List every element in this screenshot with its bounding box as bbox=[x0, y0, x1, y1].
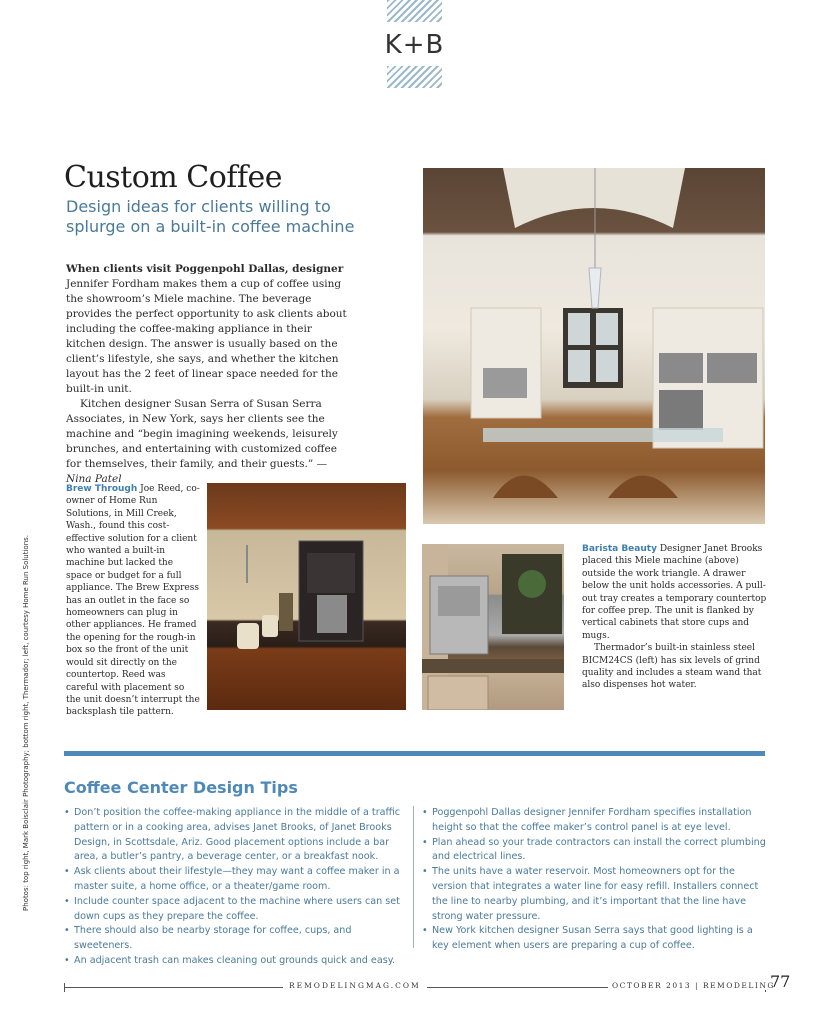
list-item: • Don’t position the coffee-making appliance in the middle of a traffic pattern or in a cooking area, advises Janet Brooks, of Janet Brooks Design, in Scottsdale, Ariz. Good placement options include a bar area, a butler’s pantry, a beverage center, or a breakfast nook. bbox=[64, 806, 404, 865]
brew-express-illustration bbox=[207, 483, 406, 710]
list-item: • An adjacent trash can makes cleaning out grounds quick and easy. bbox=[64, 954, 404, 969]
footer-tick-left bbox=[64, 983, 65, 992]
article-subtitle: Design ideas for clients willing to splurge on a built-in coffee machine bbox=[66, 197, 355, 236]
intro-paragraph-2: Kitchen designer Susan Serra of Susan Serra Associates, in New York, says her clients see the machine and “begin imagining weekends, leisurely brunches, and entertaining with customized coffee for themselves, their family, and their guests.” bbox=[66, 398, 338, 470]
list-item: • There should also be nearby storage for coffee, cups, and sweeteners. bbox=[64, 924, 404, 954]
list-item: • Poggenpohl Dallas designer Jennifer Fordham specifies installation height so that the coffee maker’s control panel is at eye level. bbox=[422, 806, 767, 836]
list-item: • New York kitchen designer Susan Serra says that good lighting is a key element when users are preparing a cup of coffee. bbox=[422, 924, 767, 954]
list-item: • The units have a water reservoir. Most homeowners opt for the version that integrates a water line for easy refill. Installers connect the line to nearby plumbing, and it’s important that the line have strong water pressure. bbox=[422, 865, 767, 924]
tips-list-right bbox=[422, 806, 767, 954]
article-title: Custom Coffee bbox=[64, 160, 283, 195]
intro-lead: When clients visit Poggenpohl Dallas, designer bbox=[66, 263, 344, 275]
barista-beauty-sidebar bbox=[582, 543, 767, 692]
article-intro bbox=[66, 262, 352, 487]
kitchen-photo bbox=[423, 168, 765, 524]
list-item: • Ask clients about their lifestyle—they may want a coffee maker in a master suite, a home office, or a theater/game room. bbox=[64, 865, 404, 895]
list-item: • Include counter space adjacent to the machine where users can set down cups as they prepare the coffee. bbox=[64, 895, 404, 925]
footer-issue: OCTOBER 2013 | REMODELING bbox=[608, 981, 779, 990]
list-item: • Plan ahead so your trade contractors can install the correct plumbing and electrical lines. bbox=[422, 836, 767, 866]
thermador-photo bbox=[422, 544, 564, 710]
tips-rule bbox=[64, 751, 765, 756]
footer-website: REMODELINGMAG.COM bbox=[283, 981, 427, 990]
tips-title: Coffee Center Design Tips bbox=[64, 778, 298, 797]
tips-list-left bbox=[64, 806, 404, 969]
thermador-illustration bbox=[422, 544, 564, 710]
photo-credit: Photos: top right, Mark Boisclair Photography; bottom right, Thermador; left, courtesy Home Run Solutions. bbox=[22, 534, 30, 911]
logo-hatch-bottom bbox=[387, 66, 442, 88]
brew-through-text: Joe Reed, co-owner of Home Run Solutions, in Mill Creek, Wash., found this cost-effective solution for a client who wanted a built-in machine but lacked the space or budget for a full appliance. The Brew Express has an outlet in the face so homeowners can plug in other appliances. He framed the opening for the rough-in box so the front of the unit would sit directly on the countertop. Reed was careful with placement so the unit doesn’t interrupt the backsplash tile pattern. bbox=[66, 484, 200, 718]
intro-paragraph-1: Jennifer Fordham makes them a cup of coffee using the showroom’s Miele machine. The beverage provides the perfect opportunity to ask clients about including the coffee-making appliance in their kitchen design. The answer is usually based on the client’s lifestyle, she says, and whether the kitchen layout has the 2 feet of linear space needed for the built-in unit. bbox=[66, 278, 347, 395]
logo-hatch-top bbox=[387, 0, 442, 22]
brew-through-sidebar bbox=[66, 483, 200, 719]
page-number: 77 bbox=[770, 972, 791, 991]
byline: —Nina Patel bbox=[66, 458, 328, 485]
tips-divider bbox=[413, 806, 414, 948]
kitchen-illustration bbox=[423, 168, 765, 524]
barista-beauty-text-2: Thermador’s built-in stainless steel BICM24CS (left) has six levels of grind quality and includes a steam wand that also dispenses hot water. bbox=[582, 643, 762, 691]
brew-express-photo bbox=[207, 483, 406, 710]
barista-beauty-text-1: Designer Janet Brooks placed this Miele machine (above) outside the work triangle. A drawer below the unit holds accessories. A pull-out tray creates a temporary countertop for coffee prep. The unit is flanked by vertical cabinets that store cups and mugs. bbox=[582, 544, 767, 641]
brew-through-heading: Brew Through bbox=[66, 484, 138, 494]
section-logo: K+B bbox=[384, 30, 445, 60]
barista-beauty-heading: Barista Beauty bbox=[582, 544, 657, 554]
